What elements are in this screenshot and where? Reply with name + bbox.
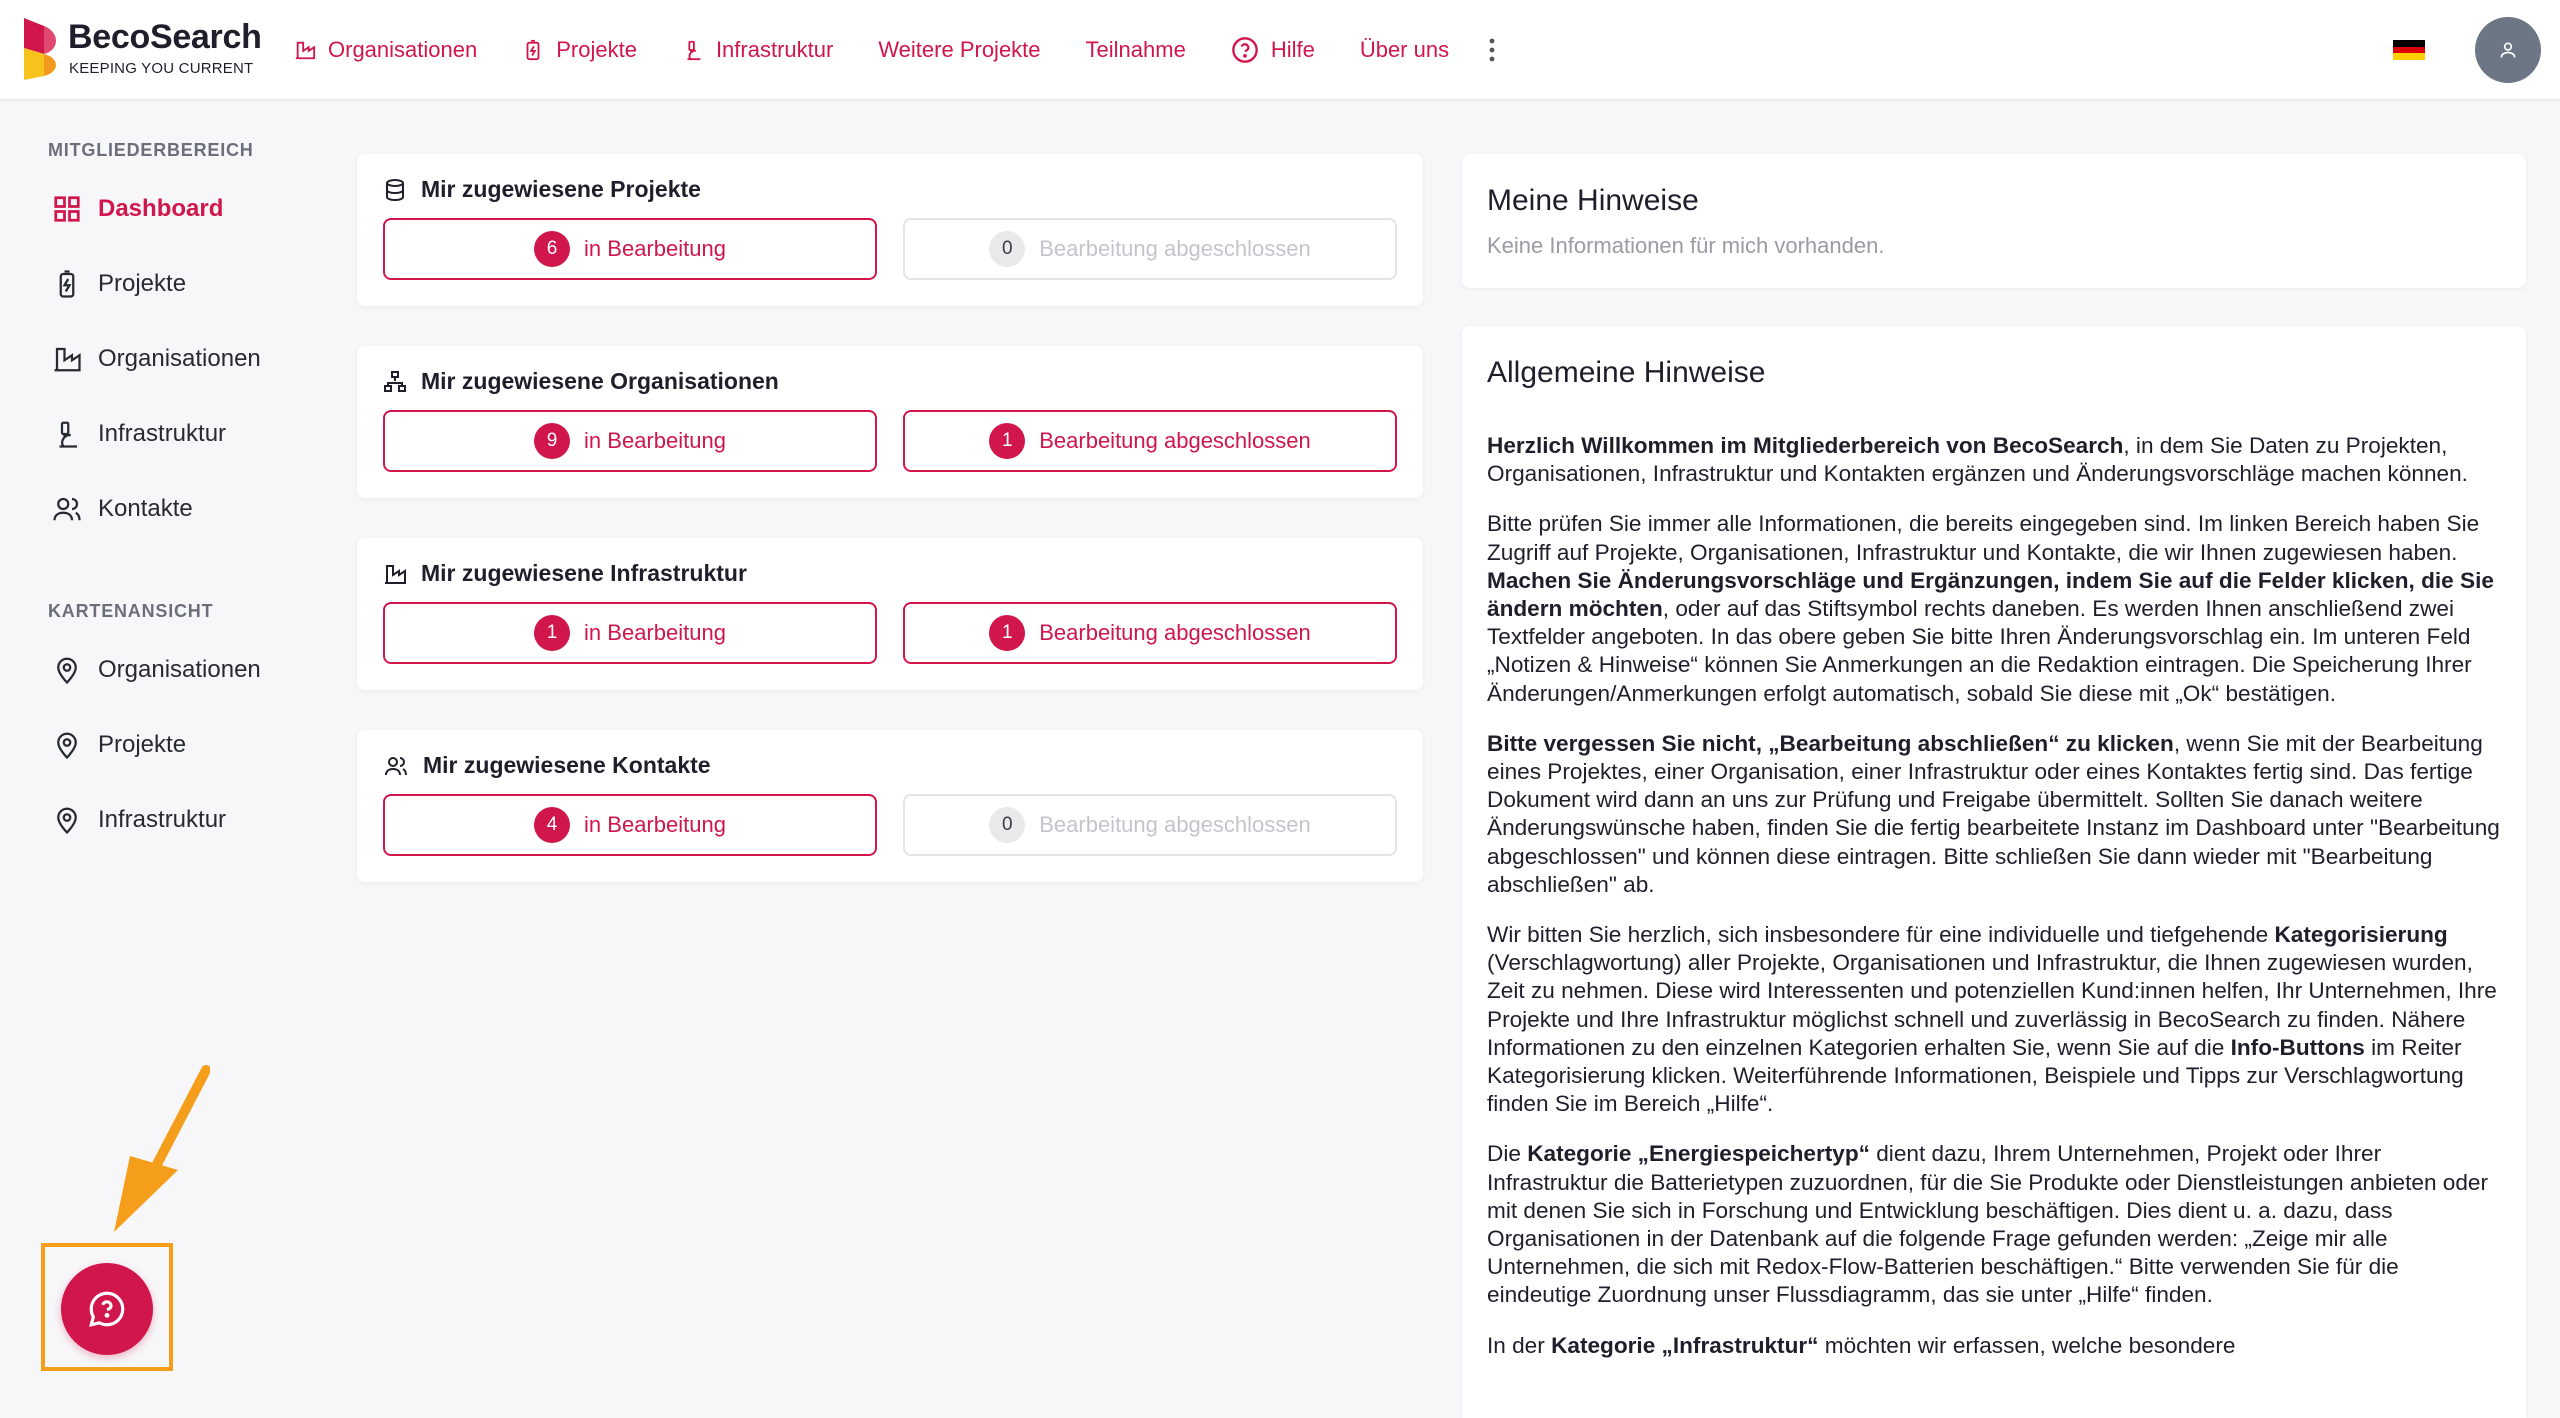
- my-notes-panel: [1462, 154, 2526, 288]
- notes-emphasis: Kategorisierung: [2274, 922, 2448, 948]
- nav-teilnahme[interactable]: [1086, 28, 1186, 72]
- completed-label: Bearbeitung abgeschlossen: [1039, 812, 1311, 837]
- notes-text: im Reiter Kategorisierung klicken. Weiterführende Informationen, Beispiele und Tipps zur Verschlagwortung finden Sie im Bereich „Hilfe“.: [1487, 1034, 2464, 1117]
- my-notes-empty-text: Keine Informationen für mich vorhanden.: [1487, 233, 1885, 258]
- notes-emphasis: Bitte vergessen Sie nicht, „Bearbeitung abschließen“ zu klicken: [1487, 730, 2174, 756]
- card-assigned-organisations: [357, 346, 1423, 498]
- sidebar-item-dashboard-label: Dashboard: [98, 195, 224, 222]
- microscope-icon: [682, 38, 704, 62]
- card-title: [383, 560, 747, 587]
- in-progress-button[interactable]: [383, 602, 877, 664]
- becosearch-logo[interactable]: [22, 14, 262, 86]
- sidebar-item-projekte-label: Projekte: [98, 270, 187, 297]
- top-navigation-bar: [0, 0, 2560, 100]
- nav-weitere-projekte-label: Weitere Projekte: [878, 37, 1041, 62]
- notes-text: Wir bitten Sie herzlich, sich insbesondere für eine individuelle und tiefgehende: [1487, 922, 2275, 948]
- nav-organisationen-label: Organisationen: [328, 37, 478, 62]
- notes-paragraph: [1487, 730, 2507, 899]
- completed-button[interactable]: [903, 602, 1397, 664]
- factory-icon: [52, 344, 82, 374]
- chat-help-icon: [86, 1288, 128, 1330]
- german-flag-icon[interactable]: [2393, 40, 2425, 60]
- card-title: [383, 752, 711, 779]
- battery-icon: [522, 38, 544, 62]
- in-progress-label: in Bearbeitung: [584, 428, 726, 453]
- count-badge: 0: [989, 807, 1025, 843]
- in-progress-button[interactable]: [383, 218, 877, 280]
- factory-icon: [294, 39, 316, 61]
- general-notes-panel: [1462, 326, 2526, 1418]
- in-progress-label: in Bearbeitung: [584, 236, 726, 261]
- users-icon: [383, 754, 409, 778]
- help-chat-button[interactable]: [61, 1263, 153, 1355]
- notes-text: (Verschlagwortung) aller Projekte, Organisationen und Infrastruktur, die Ihnen zugewiesen wurden, Zeit zu nehmen. Diese wird Interessenten und potenziellen Kund:innen helfen, Ihr Unternehmen, Ihre Projekte und Ihre Infrastruktur möglichst schnell und zuverlässig in BecoSearch zu finden. Nähere Informationen zu den einzelnen Kategorien erhalten Sie, wenn Sie auf die: [1487, 950, 2497, 1060]
- sidebar-map-organisationen-label: Organisationen: [98, 656, 261, 683]
- sidebar-item-organisationen-label: Organisationen: [98, 345, 261, 372]
- map-pin-icon: [52, 804, 82, 836]
- sidebar-map-organisationen[interactable]: [52, 646, 302, 694]
- more-vertical-icon: [1486, 36, 1498, 64]
- notes-text: Bitte prüfen Sie immer alle Informationen, die bereits eingegeben sind. Im linken Bereich haben Sie Zugriff auf Projekte, Organisationen, Infrastruktur und Kontakte, die wir Ihnen zugewiesen haben.: [1487, 511, 2480, 565]
- notes-text: dient dazu, Ihrem Unternehmen, Projekt oder Ihrer Infrastruktur die Batterietypen zuzuordnen, für die Sie Produkte oder Dienstleistungen anbieten oder mit denen Sie sich in Forschung und Entwicklung beschäftigen. Dies dient u. a. dazu, dass Organisationen in der Datenbank auf die folgende Frage gefunden werden: „Zeige mir alle Unternehmen, die sich mit Redox-Flow-Batterien beschäftigen.“ Bitte verwenden Sie für die eindeutige Zuordnung unser Flussdiagramm, das sie unter „Hilfe“ finden.: [1487, 1141, 2489, 1308]
- nav-infrastruktur[interactable]: [682, 28, 833, 72]
- sidebar-map-projekte-label: Projekte: [98, 731, 187, 758]
- sidebar-item-dashboard[interactable]: [52, 185, 302, 233]
- completed-label: Bearbeitung abgeschlossen: [1039, 428, 1311, 453]
- becosearch-logo-mark-icon: [22, 14, 58, 84]
- nav-ueber-uns-label: Über uns: [1359, 37, 1450, 62]
- notes-text: Die: [1487, 1141, 1528, 1167]
- factory-icon: [383, 562, 407, 586]
- help-circle-icon: [1231, 36, 1259, 64]
- notes-paragraph: [1487, 432, 2507, 488]
- main-nav: [294, 28, 1498, 72]
- completed-button[interactable]: [903, 794, 1397, 856]
- pointer-arrow-icon: [100, 1060, 210, 1240]
- in-progress-button[interactable]: [383, 410, 877, 472]
- notes-text: , oder auf das Stiftsymbol rechts daneben. Es werden Ihnen anschließend zwei Textfelder angeboten. In das obere geben Sie bitte Ihren Änderungsvorschlag ein. Im unteren Feld „Notizen & Hinweise“ können Sie Anmerkungen an die Redaktion eintragen. Die Speicherung Ihrer Änderungen/Anmerkungen erfolgt automatisch, sobald Sie diese mit „Ok“ bestätigen.: [1487, 596, 2472, 706]
- notes-paragraph: [1487, 1332, 2507, 1360]
- general-notes-title: Allgemeine Hinweise: [1487, 356, 1766, 389]
- brand-tagline: KEEPING YOU CURRENT: [69, 60, 254, 77]
- in-progress-label: in Bearbeitung: [584, 812, 726, 837]
- sidebar-item-projekte[interactable]: [52, 260, 302, 308]
- card-title: [383, 368, 779, 395]
- nav-projekte[interactable]: [522, 28, 637, 72]
- count-badge: 6: [534, 231, 570, 267]
- map-pin-icon: [52, 654, 82, 686]
- nav-infrastruktur-label: Infrastruktur: [715, 37, 834, 62]
- completed-button[interactable]: [903, 410, 1397, 472]
- completed-button[interactable]: [903, 218, 1397, 280]
- count-badge: 0: [989, 231, 1025, 267]
- users-icon: [52, 494, 82, 524]
- notes-text: In der: [1487, 1332, 1552, 1358]
- sidebar-map-projekte[interactable]: [52, 721, 302, 769]
- card-assigned-infrastructure: [357, 538, 1423, 690]
- sidebar-item-kontakte-label: Kontakte: [98, 495, 193, 522]
- nav-organisationen[interactable]: [294, 28, 477, 72]
- notes-emphasis: Machen Sie Änderungsvorschläge und Ergänzungen, indem Sie auf die Felder klicken, die Sie ändern möchten: [1487, 567, 2494, 622]
- card-assigned-contacts: [357, 730, 1423, 882]
- notes-paragraph: [1487, 510, 2507, 707]
- card-title-text: Mir zugewiesene Infrastruktur: [421, 560, 747, 586]
- battery-icon: [52, 269, 82, 299]
- count-badge: 1: [989, 423, 1025, 459]
- brand-name: BecoSearch: [68, 18, 262, 56]
- notes-text: möchten wir erfassen, welche besondere: [1818, 1332, 2236, 1358]
- notes-paragraph: [1487, 921, 2507, 1118]
- my-notes-title: Meine Hinweise: [1487, 184, 1699, 217]
- notes-emphasis: Kategorie „Infrastruktur“: [1551, 1332, 1819, 1358]
- sidebar-heading-mitgliederbereich: MITGLIEDERBEREICH: [48, 140, 254, 160]
- card-title-text: Mir zugewiesene Kontakte: [423, 752, 711, 778]
- card-title-text: Mir zugewiesene Organisationen: [421, 368, 779, 394]
- org-chart-icon: [383, 370, 407, 394]
- sidebar-item-organisationen[interactable]: [52, 335, 302, 383]
- sidebar-item-infrastruktur-label: Infrastruktur: [98, 420, 227, 447]
- database-icon: [383, 177, 407, 203]
- user-avatar-button[interactable]: [2475, 17, 2541, 83]
- completed-label: Bearbeitung abgeschlossen: [1039, 620, 1311, 645]
- sidebar-map-infrastruktur-label: Infrastruktur: [98, 806, 227, 833]
- notes-text: , wenn Sie mit der Bearbeitung eines Projektes, einer Organisation, einer Infrastruktur oder eines Kontaktes fertig sind. Das fertige Dokument wird dann an uns zur Prüfung und Freigabe übermittelt. Sollten Sie danach weitere Änderungswünsche haben, finden Sie die fertig bearbeitete Instanz im Dashboard unter "Bearbeitung abgeschlossen" und können diese eintragen. Bitte schließen Sie dann wieder mit "Bearbeitung abschließen" ab.: [1487, 730, 2500, 897]
- notes-text: , in dem Sie Daten zu Projekten, Organisationen, Infrastruktur und Kontakten ergänzen und Änderungsvorschläge machen können.: [1487, 433, 2468, 487]
- microscope-icon: [52, 419, 82, 449]
- user-icon: [2498, 40, 2518, 60]
- count-badge: 1: [989, 615, 1025, 651]
- completed-label: Bearbeitung abgeschlossen: [1039, 236, 1311, 261]
- dashboard-grid-icon: [52, 194, 82, 224]
- nav-projekte-label: Projekte: [556, 37, 637, 62]
- notes-emphasis: Herzlich Willkommen im Mitgliederbereich von BecoSearch: [1487, 433, 2124, 458]
- in-progress-button[interactable]: [383, 794, 877, 856]
- sidebar-heading-kartenansicht: KARTENANSICHT: [48, 601, 214, 621]
- sidebar-item-kontakte[interactable]: [52, 485, 302, 533]
- more-menu-button[interactable]: [1486, 28, 1498, 72]
- nav-weitere-projekte[interactable]: [878, 28, 1040, 72]
- notes-emphasis: Kategorie „Energiespeichertyp“: [1527, 1141, 1870, 1167]
- in-progress-label: in Bearbeitung: [584, 620, 726, 645]
- nav-teilnahme-label: Teilnahme: [1085, 37, 1186, 62]
- general-notes-body: [1487, 432, 2507, 1382]
- count-badge: 1: [534, 615, 570, 651]
- count-badge: 4: [534, 807, 570, 843]
- card-title-text: Mir zugewiesene Projekte: [421, 176, 701, 202]
- nav-hilfe-label: Hilfe: [1270, 37, 1315, 62]
- card-title: [383, 176, 701, 203]
- nav-ueber-uns[interactable]: [1360, 28, 1449, 72]
- sidebar-map-infrastruktur[interactable]: [52, 796, 302, 844]
- nav-hilfe[interactable]: [1231, 28, 1315, 72]
- sidebar-item-infrastruktur[interactable]: [52, 410, 302, 458]
- notes-paragraph: [1487, 1140, 2507, 1309]
- notes-emphasis: Info-Buttons: [2230, 1034, 2365, 1060]
- map-pin-icon: [52, 729, 82, 761]
- card-assigned-projects: [357, 154, 1423, 306]
- count-badge: 9: [534, 423, 570, 459]
